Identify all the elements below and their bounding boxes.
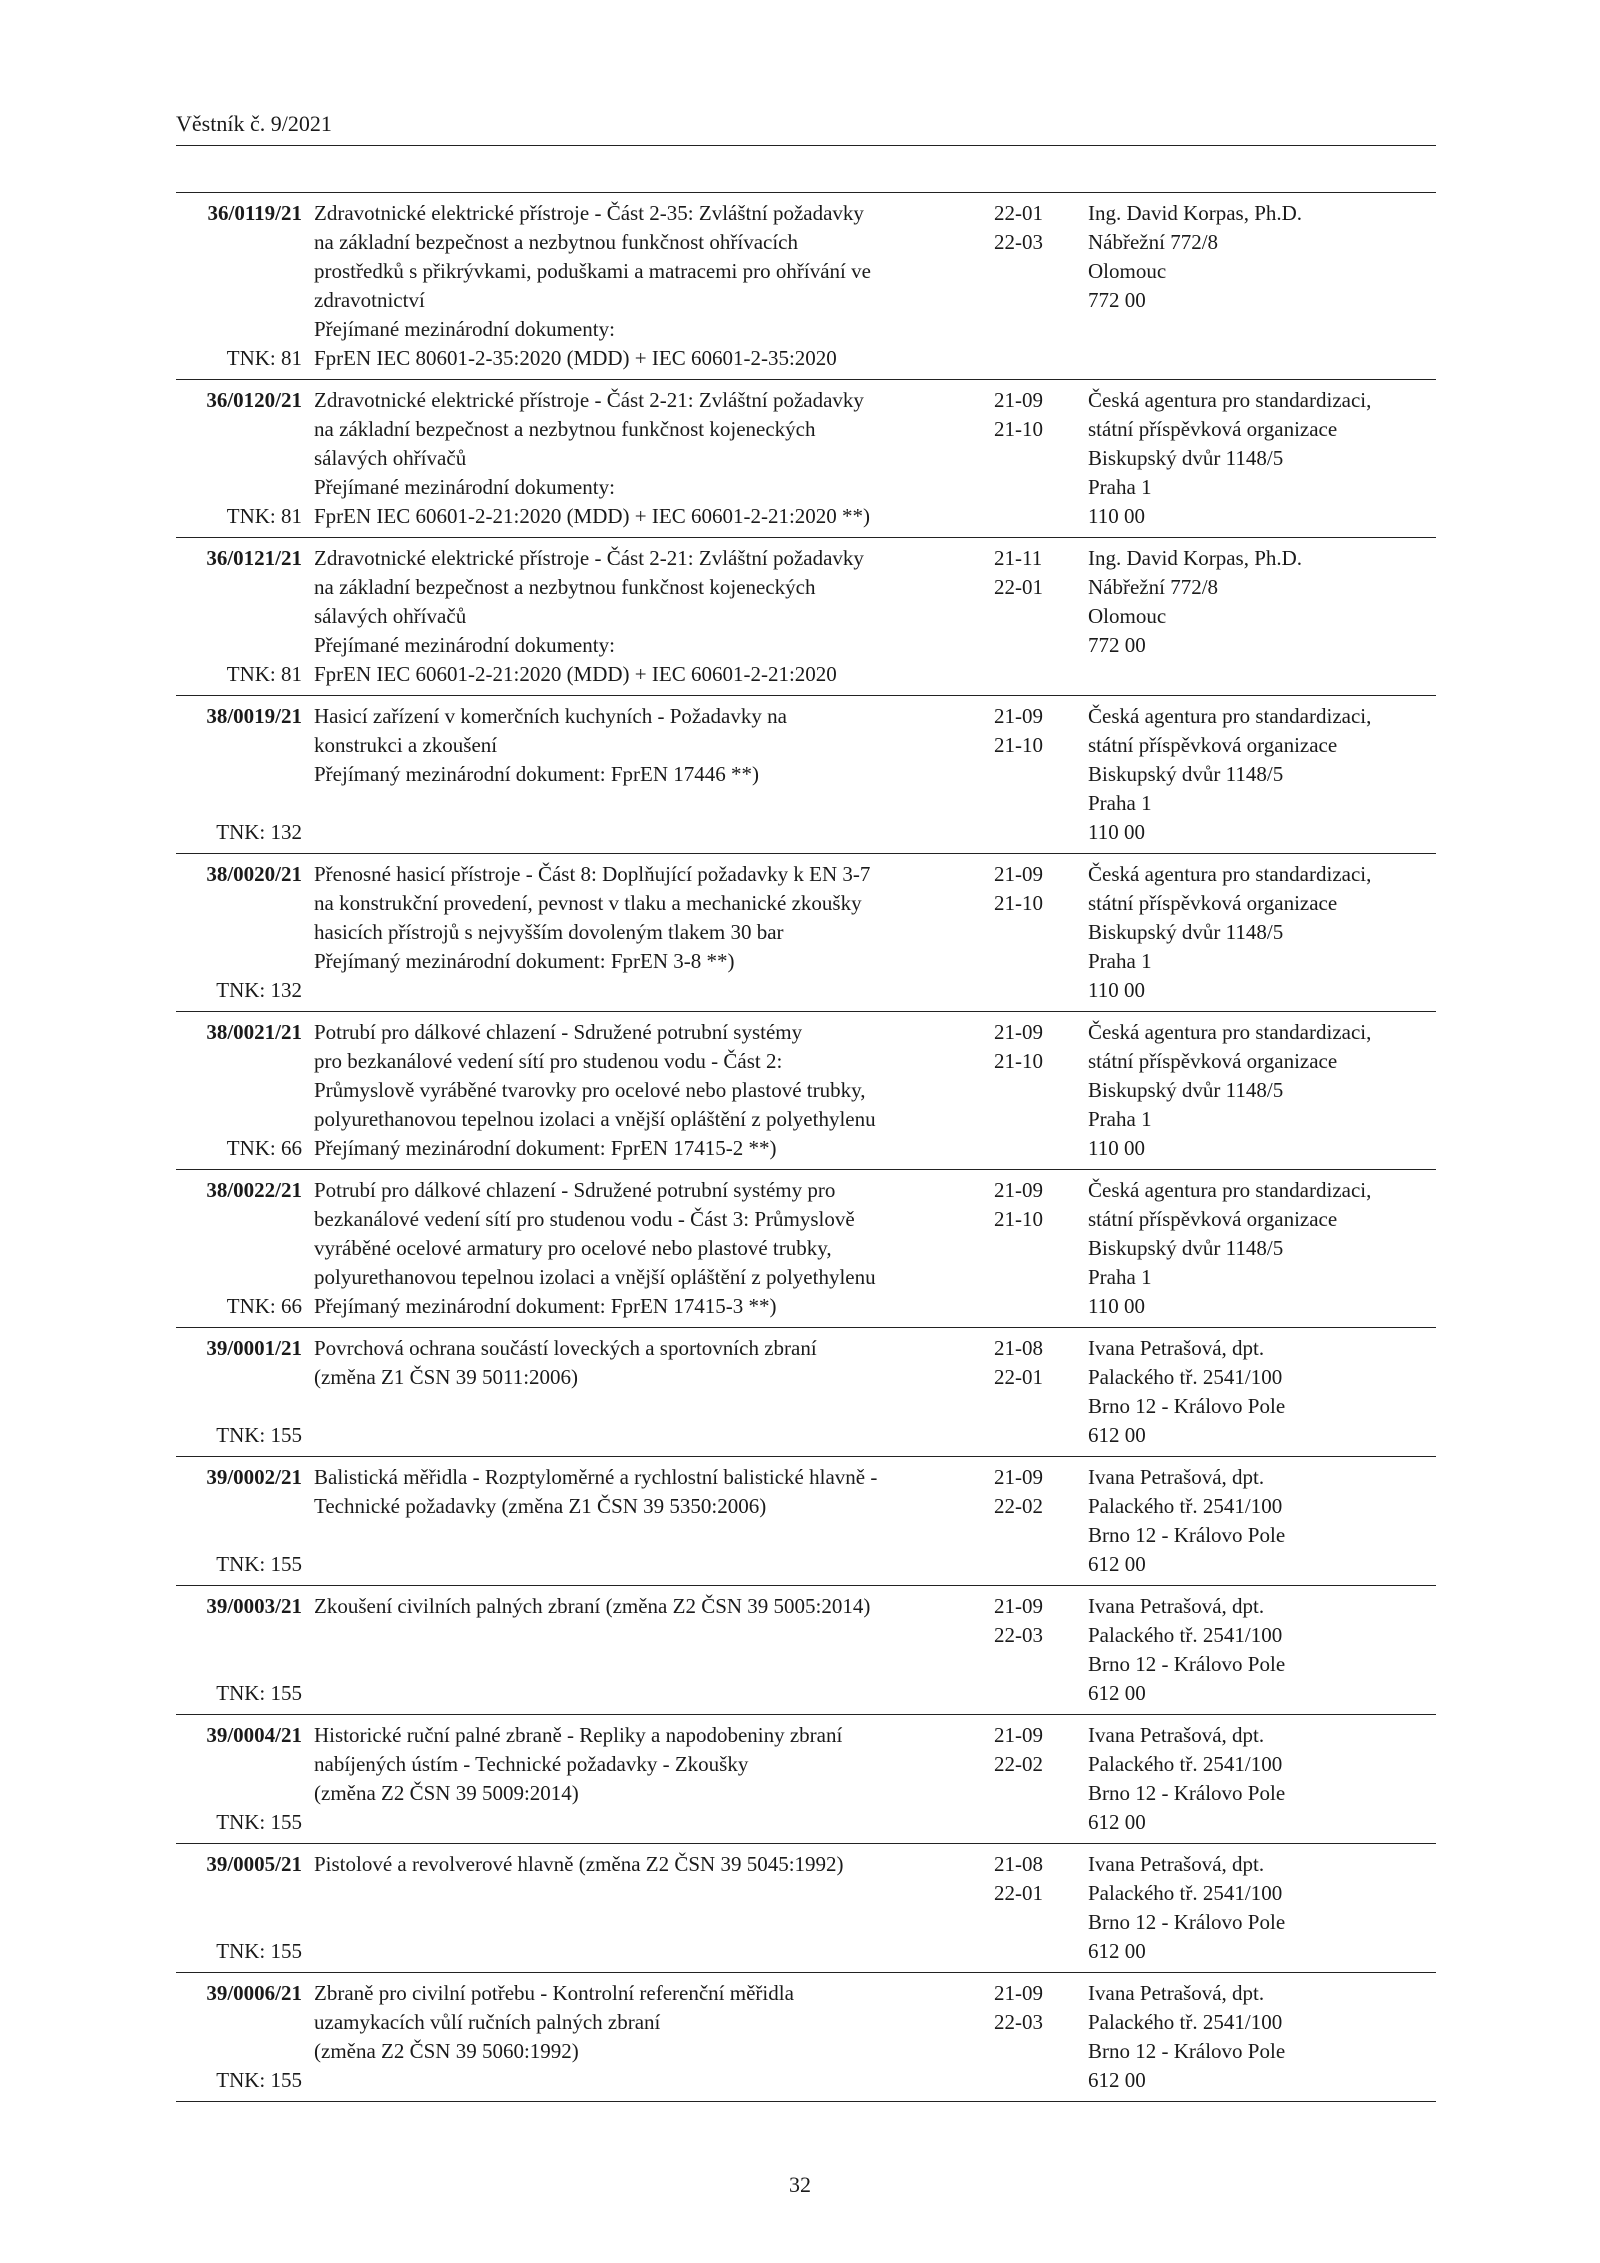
contact-line: Ing. David Korpas, Ph.D. bbox=[1088, 546, 1303, 570]
contact-cell bbox=[1088, 386, 1436, 531]
date-line: 22-03 bbox=[994, 2010, 1043, 2034]
dates-cell bbox=[994, 1334, 1080, 1450]
date-line: 22-03 bbox=[994, 1623, 1043, 1647]
contact-line: Praha 1 bbox=[1088, 1265, 1152, 1289]
contact-line: Biskupský dvůr 1148/5 bbox=[1088, 762, 1284, 786]
table-row bbox=[176, 538, 1436, 696]
dates-cell bbox=[994, 199, 1080, 373]
date-line: 21-09 bbox=[994, 1020, 1043, 1044]
standard-number: 39/0005/21 bbox=[206, 1852, 302, 1876]
contact-line: Brno 12 - Královo Pole bbox=[1088, 1394, 1286, 1418]
tnk-number: TNK: 155 bbox=[216, 1552, 302, 1576]
standard-id-cell bbox=[176, 1850, 302, 1966]
description-cell bbox=[314, 1334, 994, 1450]
dates-cell bbox=[994, 1018, 1080, 1163]
description-line: vyráběné ocelové armatury pro ocelové nebo plastové trubky, bbox=[314, 1236, 832, 1260]
contact-cell bbox=[1088, 1850, 1436, 1966]
contact-line: 612 00 bbox=[1088, 1423, 1146, 1447]
standard-number: 39/0004/21 bbox=[206, 1723, 302, 1747]
description-line: Přejímaný mezinárodní dokument: FprEN 17415-3 **) bbox=[314, 1294, 777, 1318]
date-line: 22-01 bbox=[994, 575, 1043, 599]
contact-line: Biskupský dvůr 1148/5 bbox=[1088, 920, 1284, 944]
date-line: 21-10 bbox=[994, 733, 1043, 757]
description-line: Hasicí zařízení v komerčních kuchyních - Požadavky na bbox=[314, 704, 787, 728]
tnk-number: TNK: 155 bbox=[216, 1423, 302, 1447]
standard-number: 36/0119/21 bbox=[207, 201, 302, 225]
contact-line: Česká agentura pro standardizaci, bbox=[1088, 388, 1372, 412]
date-line: 21-10 bbox=[994, 417, 1043, 441]
standard-id-cell bbox=[176, 1176, 302, 1321]
table-row bbox=[176, 193, 1436, 380]
description-line: Zbraně pro civilní potřebu - Kontrolní referenční měřidla bbox=[314, 1981, 794, 2005]
contact-line: Olomouc bbox=[1088, 604, 1167, 628]
standard-number: 39/0003/21 bbox=[206, 1594, 302, 1618]
standard-id-cell bbox=[176, 544, 302, 689]
description-line: Přejímaný mezinárodní dokument: FprEN 17415-2 **) bbox=[314, 1136, 777, 1160]
contact-line: Nábřežní 772/8 bbox=[1088, 230, 1219, 254]
tnk-number: TNK: 132 bbox=[216, 978, 302, 1002]
date-line: 21-09 bbox=[994, 704, 1043, 728]
standard-number: 39/0002/21 bbox=[206, 1465, 302, 1489]
contact-line: Palackého tř. 2541/100 bbox=[1088, 2010, 1283, 2034]
tnk-number: TNK: 155 bbox=[216, 2068, 302, 2092]
date-line: 22-01 bbox=[994, 1365, 1043, 1389]
description-line: Balistická měřidla - Rozptyloměrné a rychlostní balistické hlavně - bbox=[314, 1465, 878, 1489]
description-cell bbox=[314, 1592, 994, 1708]
standard-id-cell bbox=[176, 386, 302, 531]
contact-line: Palackého tř. 2541/100 bbox=[1088, 1881, 1283, 1905]
description-cell bbox=[314, 1979, 994, 2095]
description-line: Povrchová ochrana součástí loveckých a sportovních zbraní bbox=[314, 1336, 817, 1360]
description-line: Přejímaný mezinárodní dokument: FprEN 3-8 **) bbox=[314, 949, 735, 973]
description-line: Přejímané mezinárodní dokumenty: bbox=[314, 317, 615, 341]
table-row bbox=[176, 1586, 1436, 1715]
date-line: 21-10 bbox=[994, 1049, 1043, 1073]
description-line: Zdravotnické elektrické přístroje - Část 2-21: Zvláštní požadavky bbox=[314, 546, 864, 570]
dates-cell bbox=[994, 860, 1080, 1005]
contact-line: 110 00 bbox=[1088, 504, 1145, 528]
page-number: 32 bbox=[789, 2172, 811, 2197]
dates-cell bbox=[994, 1592, 1080, 1708]
date-line: 21-09 bbox=[994, 1178, 1043, 1202]
contact-line: Brno 12 - Královo Pole bbox=[1088, 2039, 1286, 2063]
description-line: (změna Z2 ČSN 39 5009:2014) bbox=[314, 1781, 579, 1805]
standard-number: 38/0022/21 bbox=[206, 1178, 302, 1202]
dates-cell bbox=[994, 1721, 1080, 1837]
date-line: 22-03 bbox=[994, 230, 1043, 254]
date-line: 21-09 bbox=[994, 1723, 1043, 1747]
standard-id-cell bbox=[176, 1721, 302, 1837]
description-line: Potrubí pro dálkové chlazení - Sdružené potrubní systémy pro bbox=[314, 1178, 836, 1202]
contact-line: 110 00 bbox=[1088, 1294, 1145, 1318]
contact-line: státní příspěvková organizace bbox=[1088, 1049, 1338, 1073]
contact-cell bbox=[1088, 1463, 1436, 1579]
description-line: Přejímané mezinárodní dokumenty: bbox=[314, 475, 615, 499]
contact-line: Česká agentura pro standardizaci, bbox=[1088, 704, 1372, 728]
contact-cell bbox=[1088, 702, 1436, 847]
contact-line: Biskupský dvůr 1148/5 bbox=[1088, 446, 1284, 470]
contact-line: Ivana Petrašová, dpt. bbox=[1088, 1852, 1265, 1876]
description-cell bbox=[314, 860, 994, 1005]
header-divider bbox=[176, 145, 1436, 146]
standard-number: 39/0001/21 bbox=[206, 1336, 302, 1360]
description-line: pro bezkanálové vedení sítí pro studenou vodu - Část 2: bbox=[314, 1049, 783, 1073]
standard-id-cell bbox=[176, 1979, 302, 2095]
table-row bbox=[176, 1170, 1436, 1328]
tnk-number: TNK: 66 bbox=[226, 1136, 302, 1160]
dates-cell bbox=[994, 702, 1080, 847]
description-line: polyurethanovou tepelnou izolaci a vnější opláštění z polyethylenu bbox=[314, 1107, 876, 1131]
contact-line: Česká agentura pro standardizaci, bbox=[1088, 1020, 1372, 1044]
contact-line: Biskupský dvůr 1148/5 bbox=[1088, 1236, 1284, 1260]
standard-id-cell bbox=[176, 1463, 302, 1579]
description-line: Průmyslově vyráběné tvarovky pro ocelové nebo plastové trubky, bbox=[314, 1078, 866, 1102]
contact-line: Praha 1 bbox=[1088, 1107, 1152, 1131]
table-row bbox=[176, 1328, 1436, 1457]
description-line: polyurethanovou tepelnou izolaci a vnější opláštění z polyethylenu bbox=[314, 1265, 876, 1289]
description-line: na základní bezpečnost a nezbytnou funkčnost kojeneckých bbox=[314, 575, 816, 599]
description-cell bbox=[314, 386, 994, 531]
description-line: sálavých ohřívačů bbox=[314, 446, 467, 470]
description-line: FprEN IEC 80601-2-35:2020 (MDD) + IEC 60601-2-35:2020 bbox=[314, 346, 837, 370]
description-line: (změna Z1 ČSN 39 5011:2006) bbox=[314, 1365, 579, 1389]
description-cell bbox=[314, 1463, 994, 1579]
description-line: FprEN IEC 60601-2-21:2020 (MDD) + IEC 60601-2-21:2020 **) bbox=[314, 504, 871, 528]
dates-cell bbox=[994, 1463, 1080, 1579]
contact-line: Praha 1 bbox=[1088, 949, 1152, 973]
description-line: FprEN IEC 60601-2-21:2020 (MDD) + IEC 60601-2-21:2020 bbox=[314, 662, 837, 686]
contact-line: 612 00 bbox=[1088, 1810, 1146, 1834]
description-line: Zdravotnické elektrické přístroje - Část 2-35: Zvláštní požadavky bbox=[314, 201, 864, 225]
date-line: 21-11 bbox=[994, 546, 1043, 570]
contact-cell bbox=[1088, 1592, 1436, 1708]
standard-number: 36/0120/21 bbox=[206, 388, 302, 412]
standard-number: 38/0019/21 bbox=[206, 704, 302, 728]
contact-line: Praha 1 bbox=[1088, 475, 1152, 499]
contact-line: Praha 1 bbox=[1088, 791, 1152, 815]
contact-line: Ivana Petrašová, dpt. bbox=[1088, 1465, 1265, 1489]
date-line: 21-10 bbox=[994, 1207, 1043, 1231]
description-line: zdravotnictví bbox=[314, 288, 425, 312]
standard-id-cell bbox=[176, 702, 302, 847]
description-line: sálavých ohřívačů bbox=[314, 604, 467, 628]
table-row bbox=[176, 1715, 1436, 1844]
contact-line: Brno 12 - Královo Pole bbox=[1088, 1781, 1286, 1805]
description-cell bbox=[314, 199, 994, 373]
contact-line: 612 00 bbox=[1088, 2068, 1146, 2092]
description-line: Zkoušení civilních palných zbraní (změna Z2 ČSN 39 5005:2014) bbox=[314, 1594, 871, 1618]
contact-cell bbox=[1088, 1721, 1436, 1837]
dates-cell bbox=[994, 1850, 1080, 1966]
standard-id-cell bbox=[176, 199, 302, 373]
contact-line: 612 00 bbox=[1088, 1681, 1146, 1705]
contact-line: státní příspěvková organizace bbox=[1088, 1207, 1338, 1231]
tnk-number: TNK: 81 bbox=[226, 662, 302, 686]
date-line: 21-09 bbox=[994, 1465, 1043, 1489]
contact-cell bbox=[1088, 1979, 1436, 2095]
dates-cell bbox=[994, 1176, 1080, 1321]
date-line: 21-09 bbox=[994, 388, 1043, 412]
date-line: 21-09 bbox=[994, 1594, 1043, 1618]
description-line: Přenosné hasicí přístroje - Část 8: Doplňující požadavky k EN 3-7 bbox=[314, 862, 871, 886]
table-row bbox=[176, 1457, 1436, 1586]
standard-id-cell bbox=[176, 1018, 302, 1163]
description-line: (změna Z2 ČSN 39 5060:1992) bbox=[314, 2039, 579, 2063]
description-cell bbox=[314, 1721, 994, 1837]
description-line: uzamykacích vůlí ručních palných zbraní bbox=[314, 2010, 661, 2034]
dates-cell bbox=[994, 544, 1080, 689]
tnk-number: TNK: 155 bbox=[216, 1939, 302, 1963]
contact-line: 772 00 bbox=[1088, 288, 1146, 312]
page-header-title: Věstník č. 9/2021 bbox=[176, 111, 332, 136]
tnk-number: TNK: 81 bbox=[226, 346, 302, 370]
contact-line: 612 00 bbox=[1088, 1552, 1146, 1576]
description-line: Pistolové a revolverové hlavně (změna Z2 ČSN 39 5045:1992) bbox=[314, 1852, 844, 1876]
contact-line: Brno 12 - Královo Pole bbox=[1088, 1652, 1286, 1676]
date-line: 21-10 bbox=[994, 891, 1043, 915]
contact-line: Ivana Petrašová, dpt. bbox=[1088, 1981, 1265, 2005]
contact-line: Palackého tř. 2541/100 bbox=[1088, 1365, 1283, 1389]
contact-line: Brno 12 - Královo Pole bbox=[1088, 1910, 1286, 1934]
tnk-number: TNK: 81 bbox=[226, 504, 302, 528]
standard-id-cell bbox=[176, 1592, 302, 1708]
description-line: prostředků s přikrývkami, poduškami a matracemi pro ohřívání ve bbox=[314, 259, 871, 283]
contact-line: státní příspěvková organizace bbox=[1088, 417, 1338, 441]
description-line: na základní bezpečnost a nezbytnou funkčnost ohřívacích bbox=[314, 230, 798, 254]
standard-id-cell bbox=[176, 860, 302, 1005]
contact-line: Ivana Petrašová, dpt. bbox=[1088, 1336, 1265, 1360]
contact-line: 612 00 bbox=[1088, 1939, 1146, 1963]
dates-cell bbox=[994, 1979, 1080, 2095]
description-line: bezkanálové vedení sítí pro studenou vodu - Část 3: Průmyslově bbox=[314, 1207, 855, 1231]
description-cell bbox=[314, 1018, 994, 1163]
description-line: na konstrukční provedení, pevnost v tlaku a mechanické zkoušky bbox=[314, 891, 862, 915]
tnk-number: TNK: 155 bbox=[216, 1681, 302, 1705]
description-cell bbox=[314, 1176, 994, 1321]
date-line: 22-02 bbox=[994, 1752, 1043, 1776]
description-line: Přejímané mezinárodní dokumenty: bbox=[314, 633, 615, 657]
date-line: 21-08 bbox=[994, 1336, 1043, 1360]
date-line: 22-02 bbox=[994, 1494, 1043, 1518]
contact-cell bbox=[1088, 544, 1436, 689]
table-row bbox=[176, 1012, 1436, 1170]
description-line: Potrubí pro dálkové chlazení - Sdružené potrubní systémy bbox=[314, 1020, 803, 1044]
contact-cell bbox=[1088, 1334, 1436, 1450]
description-line: na základní bezpečnost a nezbytnou funkčnost kojeneckých bbox=[314, 417, 816, 441]
standards-table bbox=[176, 192, 1436, 2102]
standard-id-cell bbox=[176, 1334, 302, 1450]
date-line: 22-01 bbox=[994, 201, 1043, 225]
description-line: nabíjených ústím - Technické požadavky - Zkoušky bbox=[314, 1752, 749, 1776]
contact-cell bbox=[1088, 860, 1436, 1005]
contact-line: 772 00 bbox=[1088, 633, 1146, 657]
standard-number: 36/0121/21 bbox=[206, 546, 302, 570]
contact-line: Brno 12 - Královo Pole bbox=[1088, 1523, 1286, 1547]
table-row bbox=[176, 696, 1436, 854]
contact-cell bbox=[1088, 199, 1436, 373]
contact-cell bbox=[1088, 1176, 1436, 1321]
table-row bbox=[176, 1973, 1436, 2102]
contact-line: Nábřežní 772/8 bbox=[1088, 575, 1219, 599]
contact-line: Biskupský dvůr 1148/5 bbox=[1088, 1078, 1284, 1102]
tnk-number: TNK: 66 bbox=[226, 1294, 302, 1318]
description-line: Technické požadavky (změna Z1 ČSN 39 5350:2006) bbox=[314, 1494, 767, 1518]
description-cell bbox=[314, 544, 994, 689]
description-cell bbox=[314, 702, 994, 847]
contact-line: Ivana Petrašová, dpt. bbox=[1088, 1723, 1265, 1747]
contact-line: Palackého tř. 2541/100 bbox=[1088, 1623, 1283, 1647]
date-line: 21-09 bbox=[994, 1981, 1043, 2005]
contact-line: Palackého tř. 2541/100 bbox=[1088, 1752, 1283, 1776]
contact-cell bbox=[1088, 1018, 1436, 1163]
description-line: Přejímaný mezinárodní dokument: FprEN 17446 **) bbox=[314, 762, 760, 786]
contact-line: 110 00 bbox=[1088, 978, 1145, 1002]
contact-line: Česká agentura pro standardizaci, bbox=[1088, 1178, 1372, 1202]
date-line: 21-08 bbox=[994, 1852, 1043, 1876]
standard-number: 39/0006/21 bbox=[206, 1981, 302, 2005]
description-cell bbox=[314, 1850, 994, 1966]
contact-line: Palackého tř. 2541/100 bbox=[1088, 1494, 1283, 1518]
description-line: Zdravotnické elektrické přístroje - Část 2-21: Zvláštní požadavky bbox=[314, 388, 864, 412]
description-line: konstrukci a zkoušení bbox=[314, 733, 498, 757]
standard-number: 38/0020/21 bbox=[206, 862, 302, 886]
dates-cell bbox=[994, 386, 1080, 531]
standard-number: 38/0021/21 bbox=[206, 1020, 302, 1044]
contact-line: 110 00 bbox=[1088, 1136, 1145, 1160]
contact-line: státní příspěvková organizace bbox=[1088, 891, 1338, 915]
contact-line: Ing. David Korpas, Ph.D. bbox=[1088, 201, 1303, 225]
contact-line: 110 00 bbox=[1088, 820, 1145, 844]
date-line: 21-09 bbox=[994, 862, 1043, 886]
date-line: 22-01 bbox=[994, 1881, 1043, 1905]
contact-line: Olomouc bbox=[1088, 259, 1167, 283]
description-line: hasicích přístrojů s nejvyšším dovoleným tlakem 30 bar bbox=[314, 920, 784, 944]
tnk-number: TNK: 155 bbox=[216, 1810, 302, 1834]
description-line: Historické ruční palné zbraně - Repliky a napodobeniny zbraní bbox=[314, 1723, 843, 1747]
tnk-number: TNK: 132 bbox=[216, 820, 302, 844]
table-row bbox=[176, 854, 1436, 1012]
contact-line: Ivana Petrašová, dpt. bbox=[1088, 1594, 1265, 1618]
table-row bbox=[176, 380, 1436, 538]
contact-line: Česká agentura pro standardizaci, bbox=[1088, 862, 1372, 886]
table-row bbox=[176, 1844, 1436, 1973]
contact-line: státní příspěvková organizace bbox=[1088, 733, 1338, 757]
